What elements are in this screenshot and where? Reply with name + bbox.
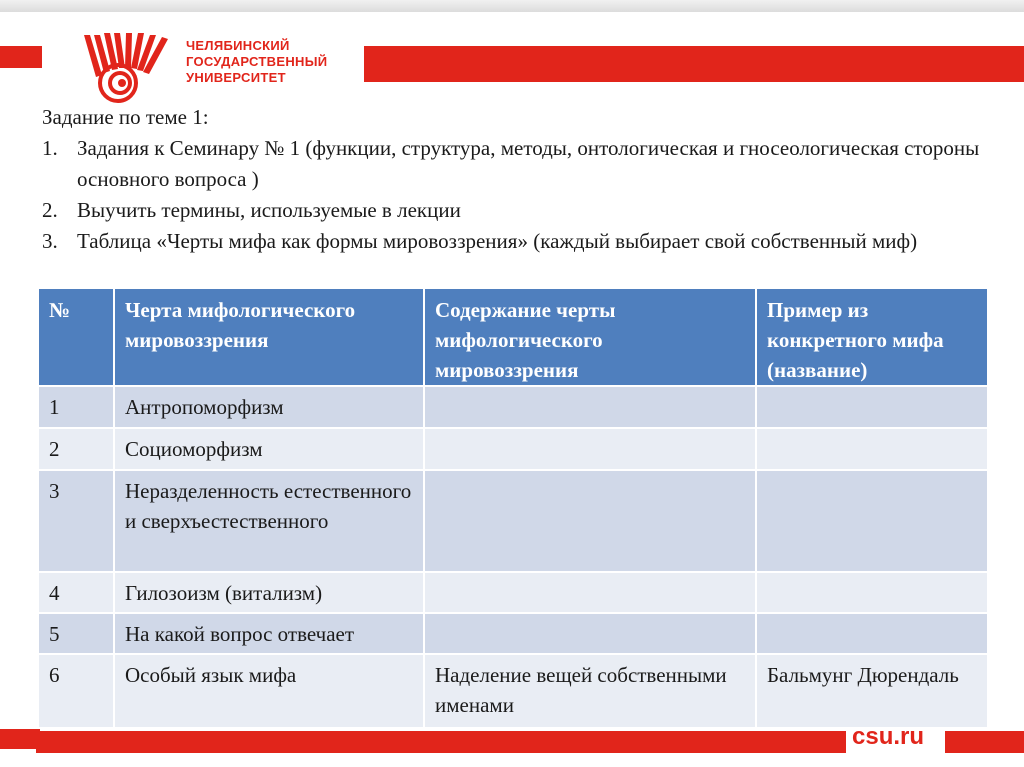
cell-example[interactable] [756,613,988,654]
task-list [42,133,992,257]
task-item-number: 2. [42,198,58,222]
table-header-row [38,288,988,386]
column-header-trait: Черта мифологического мировоззрения [114,288,424,386]
task-item-text: Таблица «Черты мифа как формы мировоззрения» (каждый выбирает свой собственный миф) [77,229,918,253]
cell-example[interactable] [756,572,988,613]
task-block [42,102,992,257]
task-item-text: Выучить термины, используемые в лекции [77,198,461,222]
cell-content[interactable] [424,428,756,470]
cell-content[interactable] [424,470,756,572]
task-item-number: 1. [42,136,58,160]
university-name [186,38,327,86]
task-item [42,195,992,226]
university-name-line-1: ЧЕЛЯБИНСКИЙ [186,38,290,53]
task-item-number: 3. [42,229,58,253]
column-header-number: № [38,288,114,386]
cell-trait: На какой вопрос отвечает [114,613,424,654]
cell-content[interactable] [424,613,756,654]
cell-content[interactable]: Наделение вещей собственными именами [424,654,756,728]
university-name-line-3: УНИВЕРСИТЕТ [186,70,286,85]
footer-red-band-right [945,731,1024,753]
cell-content[interactable] [424,572,756,613]
column-header-content: Содержание черты мифологического мировоззрения [424,288,756,386]
cell-number: 5 [38,613,114,654]
table-row [38,654,988,728]
cell-number: 1 [38,386,114,428]
header-red-band-right [364,46,1024,82]
university-name-line-2: ГОСУДАРСТВЕННЫЙ [186,54,328,69]
table-row [38,428,988,470]
table-row [38,613,988,654]
cell-trait: Социоморфизм [114,428,424,470]
cell-number: 4 [38,572,114,613]
spiral-shell-logo-icon [80,33,172,105]
task-item-text: Задания к Семинару № 1 (функции, структура, методы, онтологическая и гносеологическая стороны основного вопроса ) [77,136,980,191]
cell-example[interactable] [756,386,988,428]
footer-red-band [36,731,846,753]
task-item [42,133,992,195]
cell-trait: Гилозоизм (витализм) [114,572,424,613]
cell-trait: Особый язык мифа [114,654,424,728]
cell-trait: Неразделенность естественного и сверхъестественного [114,470,424,572]
table-row [38,572,988,613]
top-bar [0,0,1024,12]
myth-traits-table [37,287,989,729]
header-red-band-left [0,46,42,68]
cell-number: 3 [38,470,114,572]
table-row [38,386,988,428]
column-header-example: Пример из конкретного мифа (название) [756,288,988,386]
cell-number: 6 [38,654,114,728]
cell-example[interactable] [756,470,988,572]
task-item [42,226,992,257]
table-row [38,470,988,572]
cell-number: 2 [38,428,114,470]
footer-red-band-left [0,729,40,749]
cell-example[interactable]: Бальмунг Дюрендаль [756,654,988,728]
cell-content[interactable] [424,386,756,428]
cell-example[interactable] [756,428,988,470]
cell-trait: Антропоморфизм [114,386,424,428]
task-title: Задание по теме 1: [42,105,209,129]
site-link[interactable]: csu.ru [852,723,925,750]
